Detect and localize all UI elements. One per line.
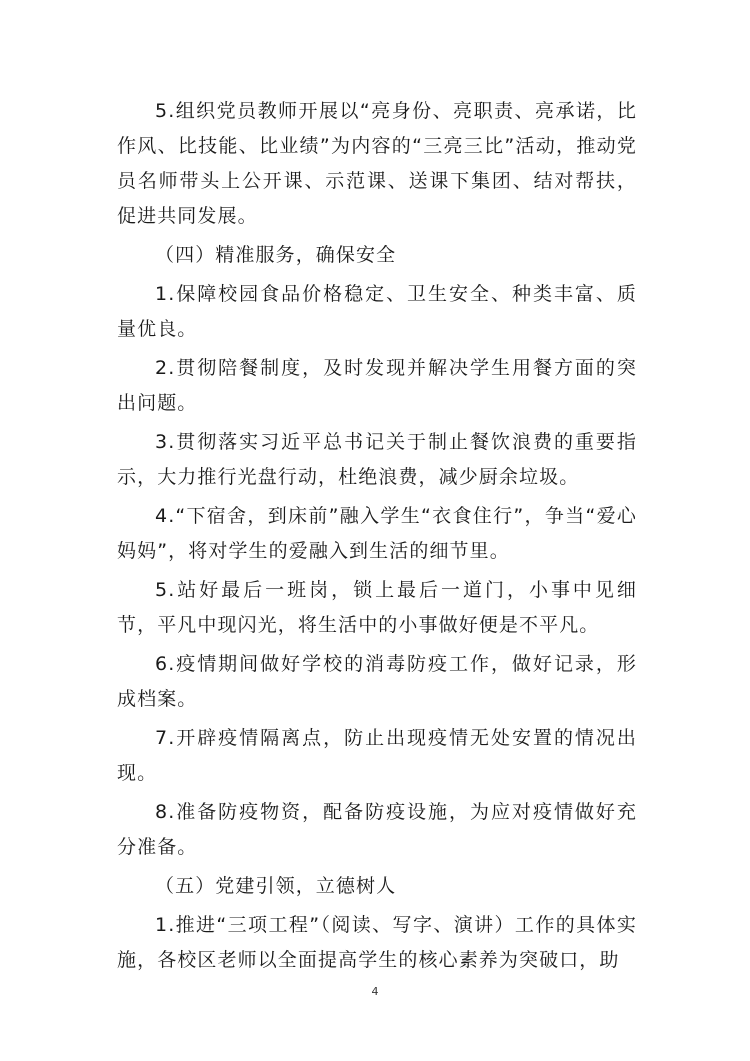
document-body [117, 94, 637, 982]
paragraph-item-2-meal-accompany: 2.贯彻陪餐制度，及时发现并解决学生用餐方面的突出问题。 [117, 357, 637, 414]
section-heading-4: （四）精准服务，确保安全 [155, 244, 397, 266]
paragraph-item-1-three-projects: 1.推进“三项工程”（阅读、写字、演讲）工作的具体实施，各校区老师以全面提高学生的核心素养为突破口，助 [117, 914, 637, 971]
page-number: 4 [371, 985, 379, 998]
paragraph-item-7-isolation: 7.开辟疫情隔离点，防止出现疫情无处安置的情况出现。 [117, 727, 637, 784]
paragraph-item-5-party-teachers: 5.组织党员教师开展以“亮身份、亮职责、亮承诺，比作风、比技能、比业绩”为内容的“三亮三比”活动，推动党员名师带头上公开课、示范课、送课下集团、结对帮扶，促进共同发展。 [117, 100, 637, 227]
paragraph-item-3-food-waste: 3.贯彻落实习近平总书记关于制止餐饮浪费的重要指示，大力推行光盘行动，杜绝浪费，减少厨余垃圾。 [117, 431, 637, 488]
paragraph-item-6-disinfection: 6.疫情期间做好学校的消毒防疫工作，做好记录，形成档案。 [117, 653, 637, 710]
paragraph-item-4-dormitory: 4.“下宿舍，到床前”融入学生“衣食住行”，争当“爱心妈妈”，将对学生的爱融入到生活的细节里。 [117, 505, 637, 562]
paragraph-item-5-last-post: 5.站好最后一班岗，锁上最后一道门，小事中见细节，平凡中现闪光，将生活中的小事做好便是不平凡。 [117, 579, 637, 636]
paragraph-item-8-supplies: 8.准备防疫物资，配备防疫设施，为应对疫情做好充分准备。 [117, 801, 637, 858]
paragraph-item-1-food-price: 1.保障校园食品价格稳定、卫生安全、种类丰富、质量优良。 [117, 283, 637, 340]
section-heading-5: （五）党建引领，立德树人 [155, 875, 397, 897]
